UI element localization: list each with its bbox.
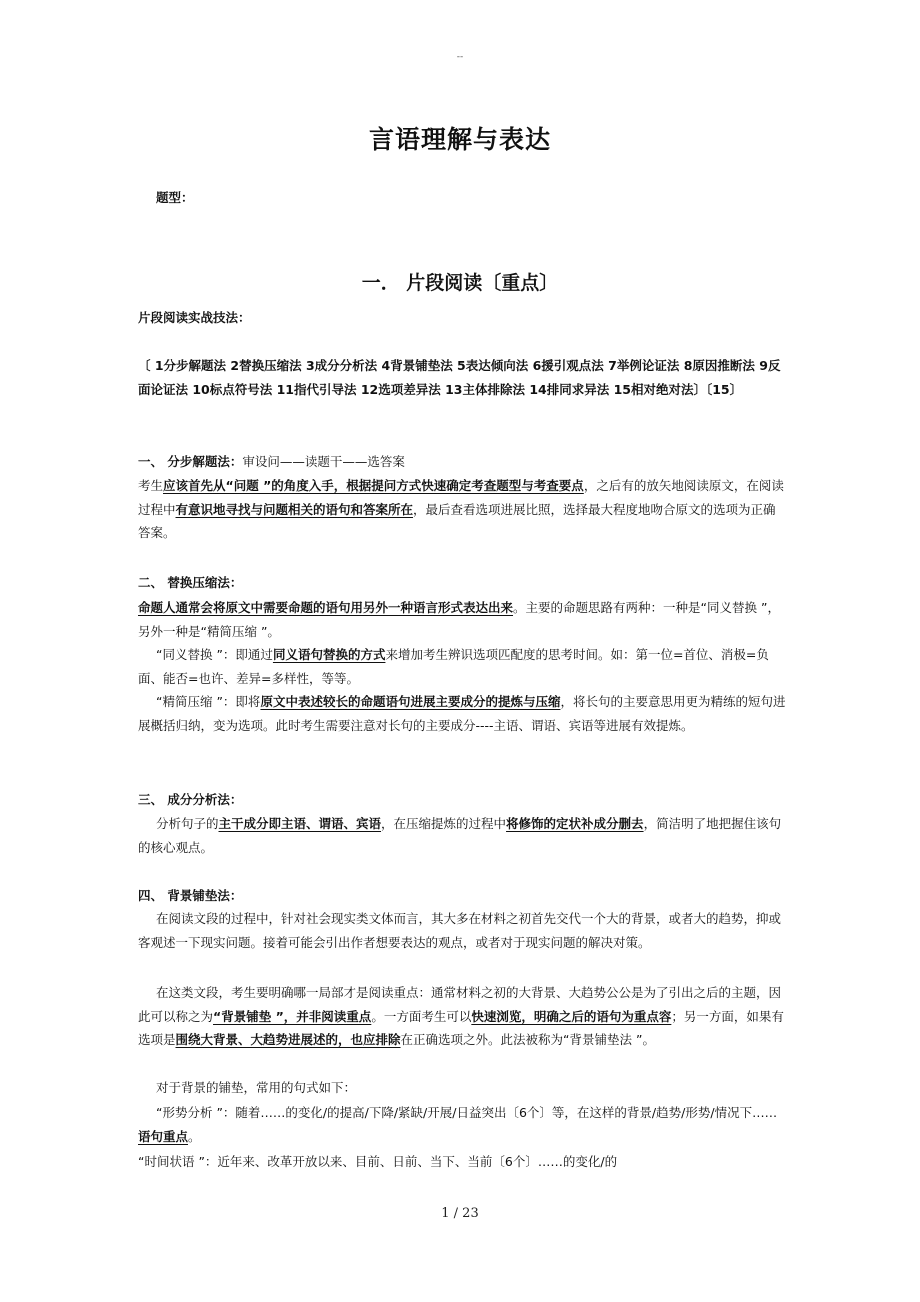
- text-run: 在这类文段，考生要明确哪一局部才是阅读重点：通常材料之初的大背景、大趋势公公是为了引出之后的主题，因此可以称之为: [138, 985, 782, 1024]
- section-heading-one: 一． 片段阅读〔重点〕: [361, 272, 559, 294]
- text-run: 分析句子的: [156, 816, 219, 831]
- skills-list: 〔 1分步解题法 2替换压缩法 3成分分析法 4背景铺垫法 5表达倾向法 6援引观点法 7举例论证法 8原因推断法 9反面论证法 10标点符号法 11指代引导法 12选项差异法 13主体排除法 14排同求异法 15相对绝对法〕〔15〕: [138, 358, 781, 397]
- underlined-run: 应该首先从“问题 ”的角度入手，根据提问方式快速确定考查题型与考查要点: [163, 478, 584, 493]
- underlined-run: 命题人通常会将原文中需要命题的语句用另外一种语言形式表达出来: [138, 600, 514, 615]
- section-3-heading: 三、 成分分析法：: [138, 792, 243, 807]
- text-run: “同义替换 ”：即通过: [156, 647, 273, 662]
- section-4-paragraph-5: “时间状语 ”：近年来、改革开放以来、目前、日前、当下、当前〔6个〕……的变化/的: [138, 1154, 618, 1169]
- section-3-paragraph: [138, 812, 786, 859]
- underlined-run: “背景铺垫 ”，并非阅读重点: [213, 1008, 372, 1024]
- underlined-run: 有意识地寻找与问题相关的语句和答案所在: [175, 501, 414, 517]
- text-run: ，将长句的主要意思用更为精练的短句进展概括归纳，变为选项。此时考生需要注意对长句的主要成分----主语、谓语、宾语等进展有效提炼。: [138, 694, 786, 733]
- header-mark: --: [456, 52, 464, 62]
- section-4-heading: 四、 背景铺垫法：: [138, 888, 243, 903]
- section-1-title: 一、 分步解题法：: [138, 454, 243, 469]
- underlined-run: 快速浏览，明确之后的语句为重点容: [471, 1008, 672, 1024]
- document-title: 言语理解与表达: [368, 125, 551, 154]
- page-number: 1 / 23: [441, 1206, 479, 1221]
- text-run: “精简压缩 ”：即将: [156, 694, 261, 709]
- text-run: 。主要的命题思路有两种：一种是“同义替换 ”，另外一种是“精简压缩 ”。: [138, 600, 780, 639]
- section-1-heading: [138, 450, 786, 474]
- underlined-run: 原文中表述较长的命题语句进展主要成分的提炼与压缩: [260, 694, 561, 709]
- text-run: ；另一方面，如果有选项是: [138, 1008, 784, 1047]
- underlined-run: 同义语句替换的方式: [272, 647, 386, 662]
- section-1-paragraph: [138, 474, 786, 545]
- skills-label: 片段阅读实战技法：: [138, 310, 251, 325]
- section-2-paragraph-1: [138, 596, 786, 643]
- text-run: 来增加考生辨识选项匹配度的思考时间。如：第一位=首位、消极=负面、能否=也许、差异=多样性，等等。: [138, 647, 769, 686]
- section-4-paragraph-2: [138, 981, 786, 1052]
- section-4-paragraph-3: 对于背景的铺垫，常用的句式如下：: [156, 1080, 357, 1095]
- text-run: ，最后查看选项进展比照，选择最大程度地吻合原文的选项为正确答案。: [138, 501, 776, 540]
- text-run: ，简洁明了地把握住该句的核心观点。: [138, 816, 782, 855]
- question-type-label: 题型：: [156, 190, 194, 205]
- section-2-paragraph-3: [138, 690, 786, 737]
- text-run: 。一方面考生可以: [371, 1008, 472, 1024]
- text-run: ，在压缩提炼的过程中: [381, 816, 507, 831]
- text-run: “形势分析 ”：随着……的变化/的提高/下降/紧缺/开展/日益突出〔6个〕等，在这样的背景/趋势/形势/情况下……: [156, 1105, 778, 1120]
- section-1-steps: 审设问——读题干——选答案: [242, 454, 405, 469]
- text-run: 考生: [138, 478, 164, 493]
- section-2-paragraph-2: [138, 643, 786, 690]
- text-run: 。: [188, 1128, 201, 1144]
- underlined-run: 语句重点: [138, 1128, 189, 1144]
- text-run: 在正确选项之外。此法被称为“背景铺垫法 ”。: [400, 1032, 655, 1047]
- underlined-run: 将修饰的定状补成分删去: [506, 816, 644, 831]
- underlined-run: 围绕大背景、大趋势进展述的，也应排除: [175, 1032, 401, 1047]
- section-2-heading: 二、 替换压缩法：: [138, 575, 243, 590]
- underlined-run: 主干成分即主语、谓语、宾语: [218, 816, 382, 831]
- section-4-paragraph-1: 在阅读文段的过程中，针对社会现实类文体而言，其大多在材料之初首先交代一个大的背景，或者大的趋势，抑或客观述一下现实问题。接着可能会引出作者想要表达的观点，或者对于现实问题的解决对策。: [138, 911, 782, 950]
- section-4-paragraph-4: [138, 1101, 786, 1148]
- text-run: ，之后有的放矢地阅读原文，在阅读过程中: [138, 478, 784, 517]
